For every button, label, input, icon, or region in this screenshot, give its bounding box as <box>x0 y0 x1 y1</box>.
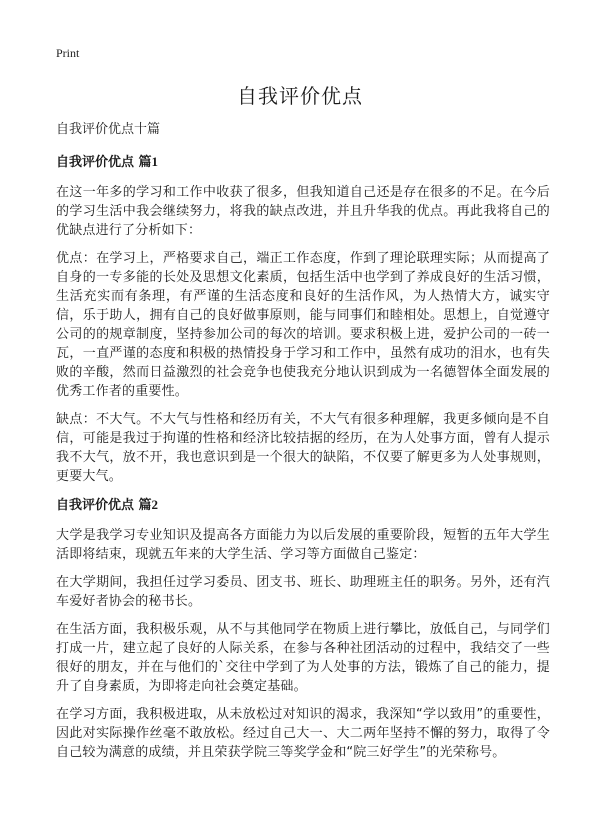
article-subtitle: 自我评价优点十篇 <box>56 122 161 137</box>
paragraph: 优点：在学习上，严格要求自己，端正工作态度，作到了理论联理实际；从而提高了自身的一专多能的长处及思想文化素质，包括生活中也学到了养成良好的生活习惯，生活充实而有条理，有严谨的生活态度和良好的生活作风，为人热情大方，诚实守信，乐于助人，拥有自己的良好做事原则，能与同事们和睦相处。思想上，自觉遵守公司的的规章制度，坚持参加公司的每次的培训。要求积极上进，爱护公司的一砖一瓦，一直严谨的态度和积极的热情投身于学习和工作中，虽然有成功的泪水，也有失败的辛酸，然而日益激烈的社会竞争也使我充分地认识到成为一名德智体全面发展的优秀工作者的重要性。 <box>56 251 550 399</box>
paragraph: 大学是我学习专业知识及提高各方面能力为以后发展的重要阶段，短暂的五年大学生活即将结束，现就五年来的大学生活、学习等方面做自己鉴定： <box>56 528 550 562</box>
paragraph: 在这一年多的学习和工作中收获了很多，但我知道自己还是存在很多的不足。在今后的学习生活中我会继续努力，将我的缺点改进，并且升华我的优点。再此我将自己的优缺点进行了分析如下： <box>56 185 550 238</box>
paragraph: 缺点：不大气。不大气与性格和经历有关，不大气有很多种理解，我更多倾向是不自信，可能是我过于拘谨的性格和经济比较拮据的经历，在为人处事方面，曾有人提示我不大气，放不开，我也意识到是一个很大的缺陷，不仅要了解更多为人处事规则，更要大气。 <box>56 412 550 484</box>
page-title: 自我评价优点 <box>237 84 363 108</box>
paragraph: 在生活方面，我积极乐观，从不与其他同学在物质上进行攀比，放低自己，与同学们打成一片，建立起了良好的人际关系，在参与各种社团活动的过程中，我结交了一些很好的朋友，并在与他们的`交往中学到了为人处事的方法，锻炼了自己的能力，提升了自身素质，为即将走向社会奠定基础。 <box>56 622 550 694</box>
section-heading <box>56 495 550 516</box>
section-heading-number: 篇1 <box>138 154 159 169</box>
section-1 <box>56 152 550 486</box>
section-heading <box>56 152 550 173</box>
section-2 <box>56 495 550 762</box>
paragraph: 在大学期间，我担任过学习委员、团支书、班长、助理班主任的职务。另外，还有汽车爱好者协会的秘书长。 <box>56 575 550 609</box>
section-heading-number: 篇2 <box>138 497 159 512</box>
article-body <box>56 120 550 771</box>
print-link[interactable]: Print <box>56 46 80 60</box>
section-heading-text: 自我评价优点 <box>56 498 135 513</box>
paragraph: 在学习方面，我积极进取，从未放松过对知识的渴求，我深知“学以致用”的重要性，因此对实际操作丝毫不敢放松。经过自己大一、大二两年坚持不懈的努力，取得了令自己较为满意的成绩，并且荣获学院三等奖学金和“院三好学生”的光荣称号。 <box>56 707 550 760</box>
section-heading-text: 自我评价优点 <box>56 155 135 170</box>
